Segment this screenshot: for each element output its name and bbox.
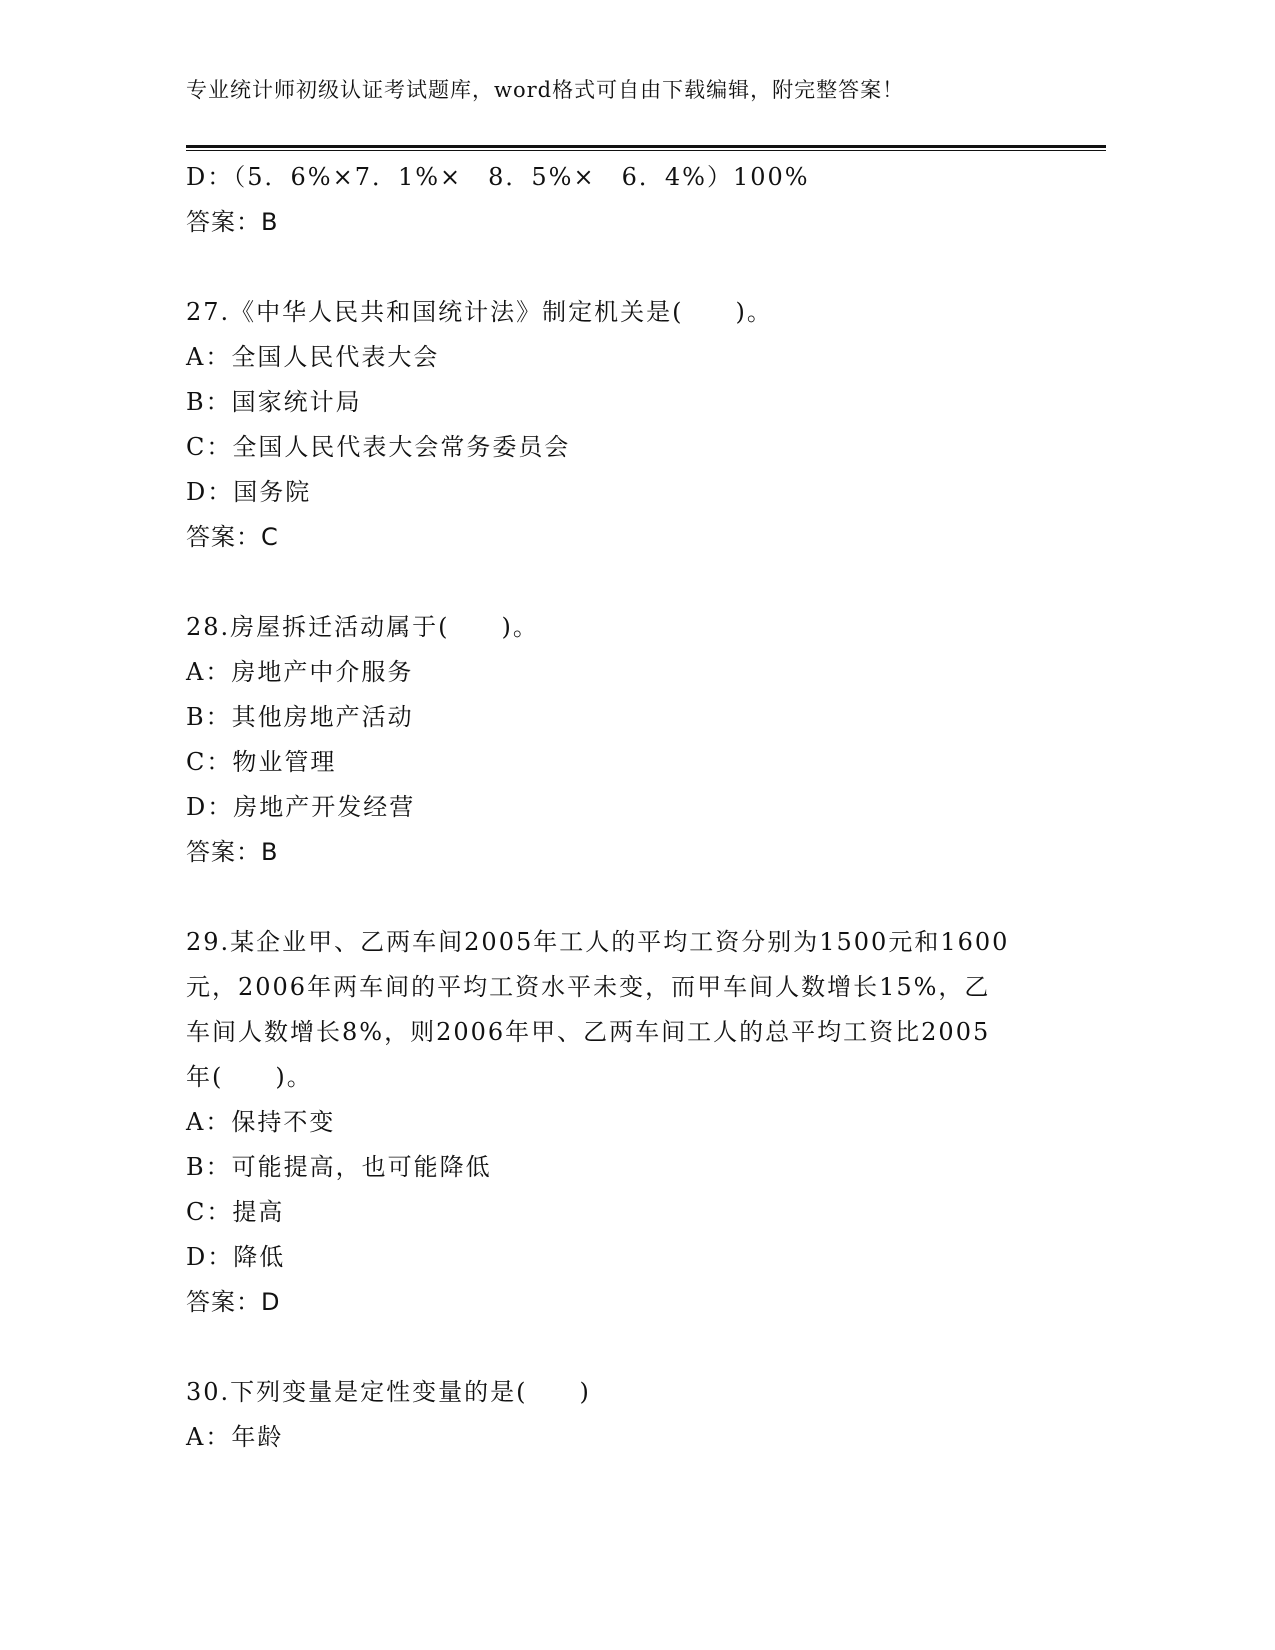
question-29-stem-line-3: 车间人数增长8%，则2006年甲、乙两车间工人的总平均工资比2005	[186, 1018, 991, 1046]
question-content	[186, 155, 1066, 1460]
question-29-stem-line-2: 元，2006年两车间的平均工资水平未变，而甲车间人数增长15%，乙	[186, 973, 991, 1001]
question-27-option-c: C：全国人民代表大会常务委员会	[186, 433, 571, 461]
question-27-option-b: B：国家统计局	[186, 388, 362, 416]
question-29-option-a: A：保持不变	[186, 1108, 336, 1136]
question-29-option-c: C：提高	[186, 1198, 285, 1226]
question-27-stem: 27.《中华人民共和国统计法》制定机关是( )。	[186, 298, 773, 326]
page-header: 专业统计师初级认证考试题库，word格式可自由下载编辑，附完整答案！	[186, 78, 905, 102]
question-29-stem-line-4: 年( )。	[186, 1063, 313, 1091]
question-26-answer: 答案：B	[186, 208, 279, 236]
header-rule-thin	[186, 150, 1106, 151]
question-26-option-d: D：（5．6%×7．1%× 8．5%× 6．4%）100%	[186, 163, 810, 191]
question-28-option-a: A：房地产中介服务	[186, 658, 414, 686]
question-29-option-b: B：可能提高，也可能降低	[186, 1153, 492, 1181]
question-28-option-c: C：物业管理	[186, 748, 337, 776]
spacer	[186, 875, 1066, 920]
spacer	[186, 245, 1066, 290]
question-27-option-a: A：全国人民代表大会	[186, 343, 440, 371]
question-27-option-d: D：国务院	[186, 478, 312, 506]
question-29-stem-line-1: 29.某企业甲、乙两车间2005年工人的平均工资分别为1500元和1600	[186, 928, 1010, 956]
spacer	[186, 560, 1066, 605]
question-29-option-d: D：降低	[186, 1243, 286, 1271]
question-29-answer: 答案：D	[186, 1288, 281, 1316]
question-28-option-b: B：其他房地产活动	[186, 703, 414, 731]
header-rule	[186, 145, 1106, 151]
question-30-stem: 30.下列变量是定性变量的是( )	[186, 1378, 591, 1406]
question-30-option-a: A：年龄	[186, 1423, 284, 1451]
spacer	[186, 1325, 1066, 1370]
question-28-stem: 28.房屋拆迁活动属于( )。	[186, 613, 539, 641]
question-27-answer: 答案：C	[186, 523, 279, 551]
header-rule-thick	[186, 145, 1106, 148]
question-28-answer: 答案：B	[186, 838, 279, 866]
question-28-option-d: D：房地产开发经营	[186, 793, 416, 821]
